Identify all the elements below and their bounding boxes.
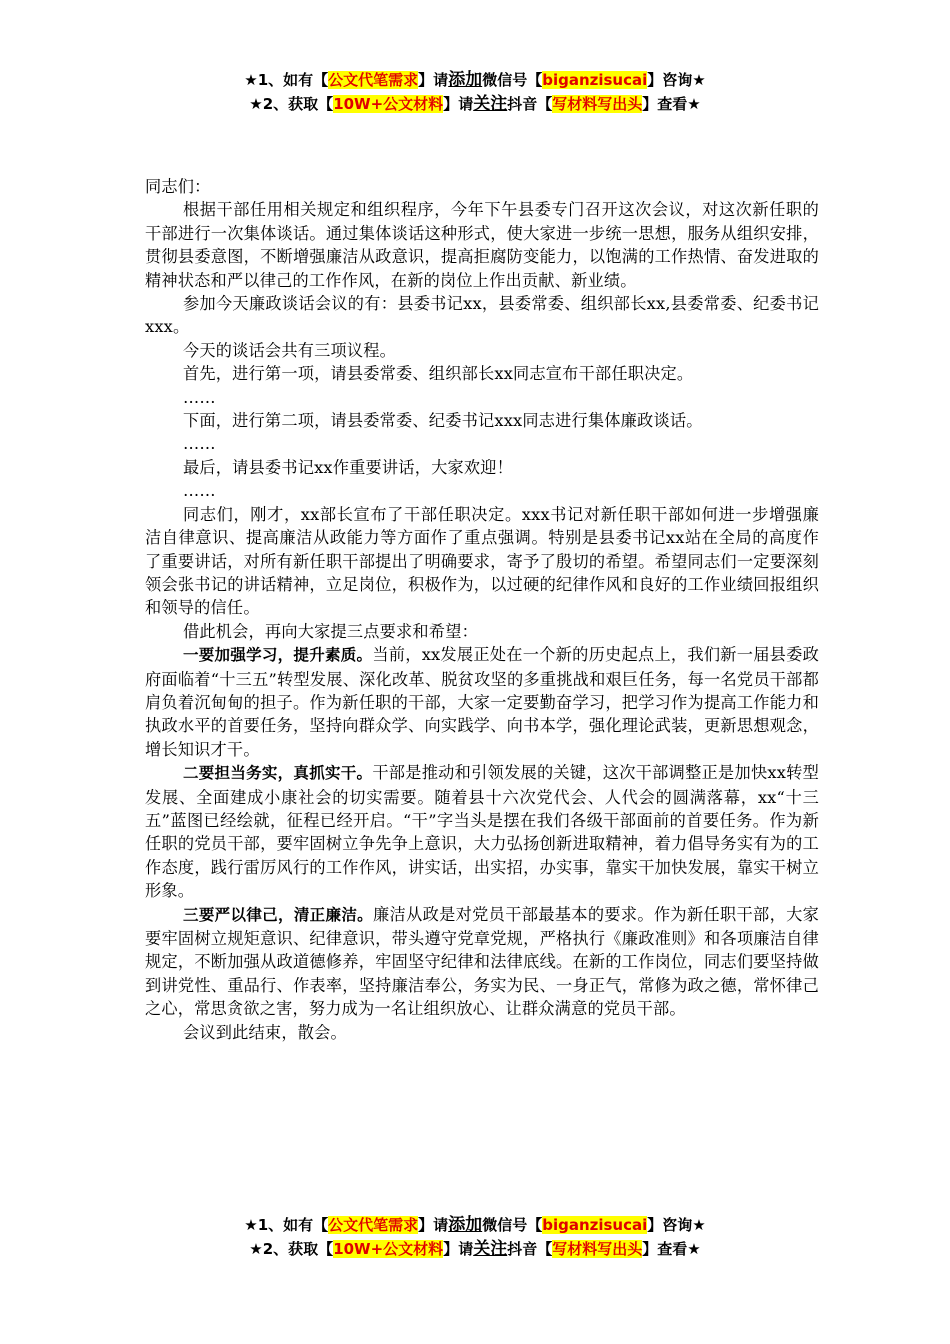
- ellipsis: ……: [183, 481, 216, 501]
- highlight-douyin: 写材料写出头: [552, 1240, 643, 1258]
- paragraph: 今天的谈话会共有三项议程。: [183, 340, 397, 360]
- highlight-ghostwriting: 公文代笔需求: [328, 1216, 419, 1234]
- closing: 会议到此结束，散会。: [183, 1022, 347, 1042]
- requirement-1: 一要加强学习，提升素质。当前，xx发展正处在一个新的历史起点上，我们新一届县委政府面临着“十三五”转型发展、深化改革、脱贫攻坚的多重挑战和艰巨任务，每一名党员干部都肩负着沉甸甸的担子。作为新任职的干部，大家一定要勤奋学习，把学习作为提高工作能力和执政水平的首要任务，坚持向群众学、向实践学、向书本学，强化理论武装，更新思想观念，增长知识才干。: [145, 645, 820, 759]
- banner-line-1: ★1、如有【公文代笔需求】请添加微信号【biganzisucai】咨询★: [244, 1215, 706, 1235]
- requirement-2: 二要担当务实，真抓实干。干部是推动和引领发展的关键，这次干部调整正是加快xx转型发展、全面建成小康社会的切实需要。随着县十六次党代会、人代会的圆满落幕，xx“十三五”蓝图已经绘就，征程已经开启。“干”字当头是摆在我们各级干部面前的首要任务。作为新任职的党员干部，要牢固树立争先争上意识，大力弘扬创新进取精神，着力倡导务实有为的工作态度，践行雷厉风行的工作作风，讲实话，出实招，办实事，靠实干加快发展，靠实干树立形象。: [145, 763, 820, 901]
- paragraph: 同志们，刚才，xx部长宣布了干部任职决定。xxx书记对新任职干部如何进一步增强廉洁自律意识、提高廉洁从政能力等方面作了重点强调。特别是县委书记xx站在全局的高度作了重要讲话，对所有新任职干部提出了明确要求，寄予了殷切的希望。希望同志们一定要深刻领会张书记的讲话精神，立足岗位，积极作为，以过硬的纪律作风和良好的工作业绩回报组织和领导的信任。: [145, 504, 819, 618]
- paragraph: 根据干部任用相关规定和组织程序，今年下午县委专门召开这次会议，对这次新任职的干部进行一次集体谈话。通过集体谈话这种形式，使大家进一步统一思想，服务从组织安排，贯彻县委意图，不断增强廉洁从政意识，提高拒腐防变能力，以饱满的工作热情、奋发进取的精神状态和严以律己的工作作风，在新的岗位上作出贡献、新业绩。: [145, 200, 819, 290]
- paragraph: 最后，请县委书记xx作重要讲话，大家欢迎！: [183, 457, 514, 477]
- footer-banner: [0, 1213, 950, 1261]
- highlight-wechat-id: biganzisucai: [542, 71, 648, 89]
- requirement-title: 二要担当务实，真抓实干。: [183, 764, 373, 783]
- requirement-title: 一要加强学习，提升素质。: [183, 646, 373, 665]
- highlight-materials: 10W+公文材料: [333, 1240, 444, 1258]
- header-banner: [0, 68, 950, 116]
- ellipsis: ……: [183, 434, 216, 454]
- ellipsis: ……: [183, 387, 216, 407]
- paragraph: 首先，进行第一项，请县委常委、组织部长xx同志宣布干部任职决定。: [183, 364, 694, 384]
- banner-line-2: ★2、获取【10W+公文材料】请关注抖音【写材料写出头】查看★: [249, 1239, 701, 1259]
- paragraph: 参加今天廉政谈话会议的有：县委书记xx，县委常委、组织部长xx,县委常委、纪委书记xxx。: [145, 294, 819, 337]
- highlight-douyin: 写材料写出头: [552, 95, 643, 113]
- highlight-materials: 10W+公文材料: [333, 95, 444, 113]
- salutation: 同志们：: [145, 177, 211, 196]
- requirement-3: 三要严以律己，清正廉洁。廉洁从政是对党员干部最基本的要求。作为新任职干部，大家要牢固树立规矩意识、纪律意识，带头遵守党章党规，严格执行《廉政准则》和各项廉洁自律规定，不断加强从政道德修养，牢固坚守纪律和法律底线。在新的工作岗位，同志们要坚持做到讲党性、重品行、作表率，坚持廉洁奉公，务实为民、一身正气，常修为政之德，常怀律己之心，常思贪欲之害，努力成为一名让组织放心、让群众满意的党员干部。: [145, 904, 819, 1019]
- banner-line-1: ★1、如有【公文代笔需求】请添加微信号【biganzisucai】咨询★: [244, 70, 706, 90]
- banner-line-2: ★2、获取【10W+公文材料】请关注抖音【写材料写出头】查看★: [249, 94, 701, 114]
- document-body: [145, 175, 819, 1044]
- highlight-ghostwriting: 公文代笔需求: [328, 71, 419, 89]
- paragraph: 借此机会，再向大家提三点要求和希望：: [183, 621, 478, 641]
- requirement-title: 三要严以律己，清正廉洁。: [183, 905, 374, 924]
- paragraph: 下面，进行第二项，请县委常委、纪委书记xxx同志进行集体廉政谈话。: [183, 411, 703, 431]
- highlight-wechat-id: biganzisucai: [542, 1216, 648, 1234]
